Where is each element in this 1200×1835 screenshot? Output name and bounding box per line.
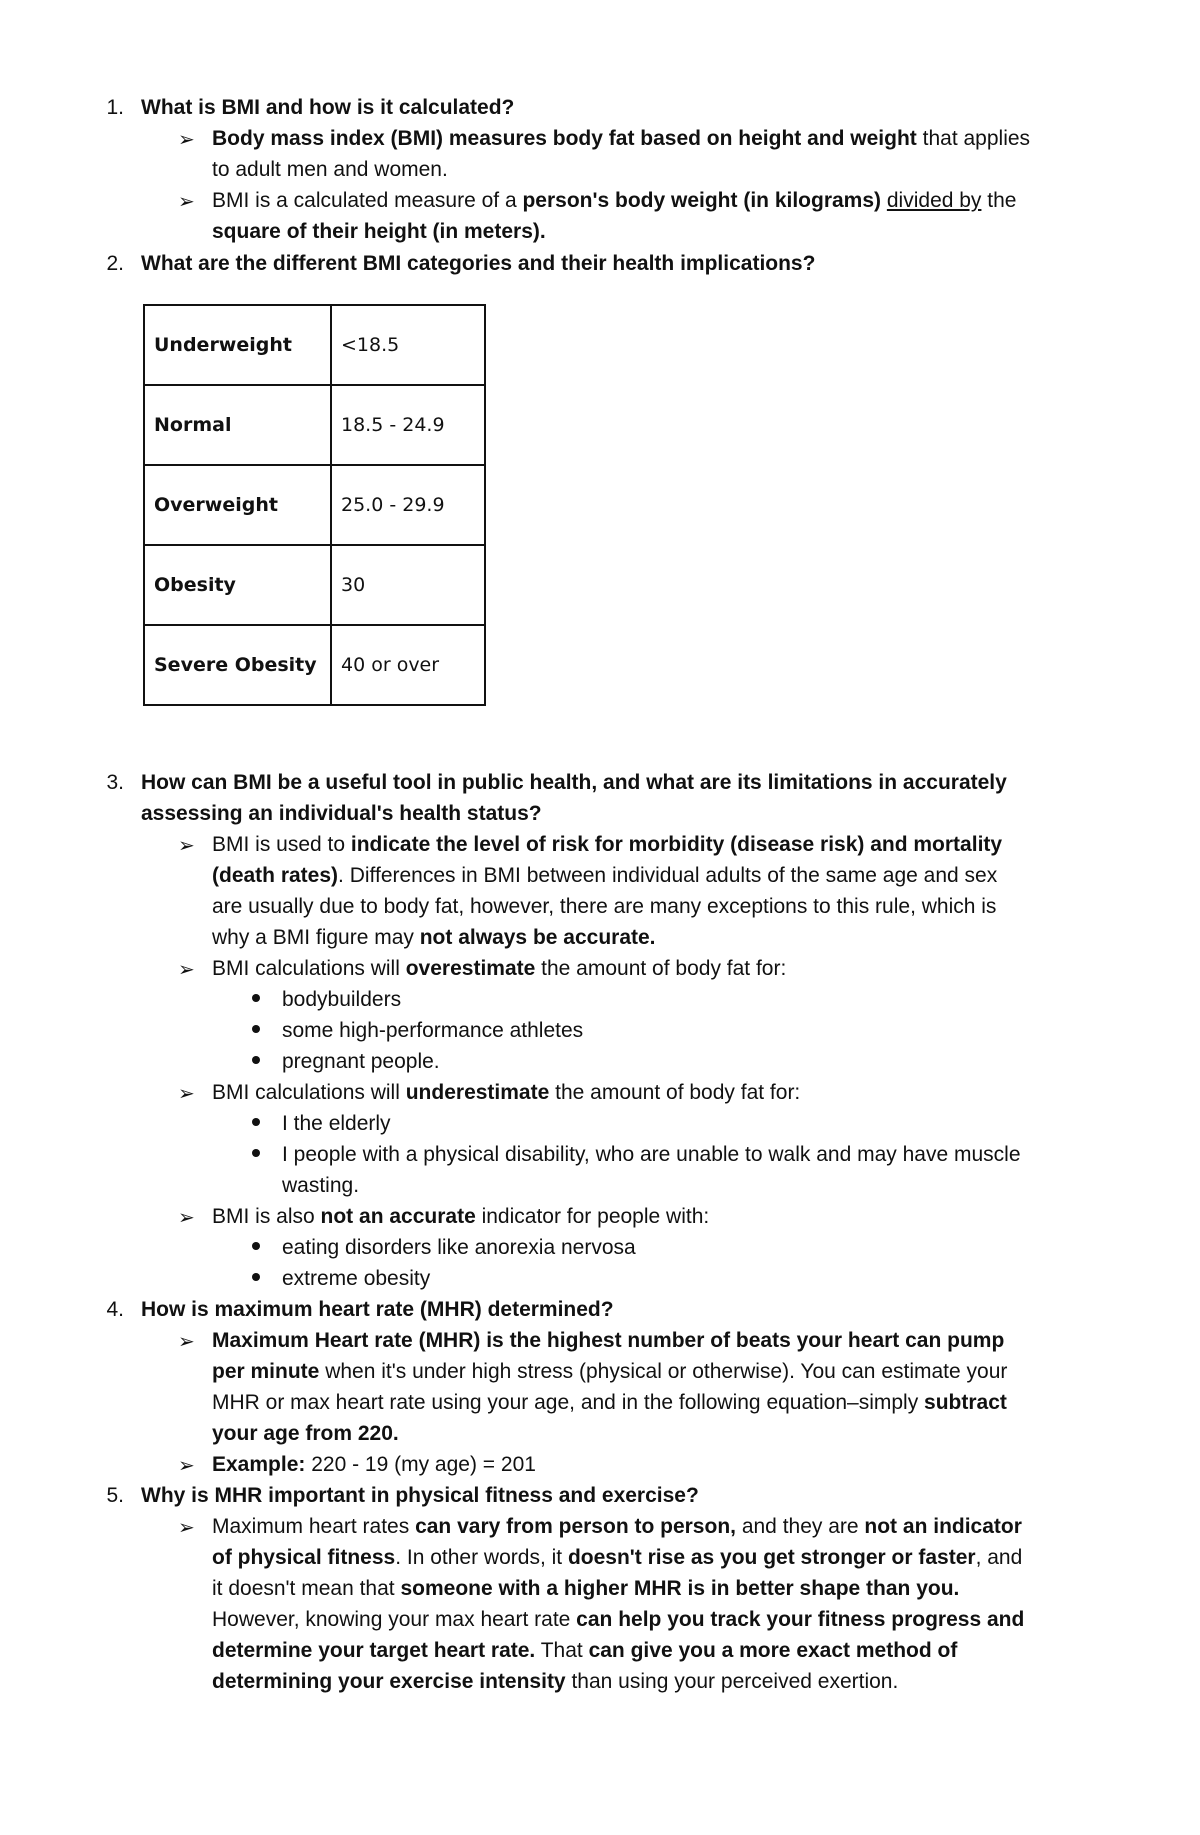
q3-question-cont: assessing an individual's health status? xyxy=(141,802,542,825)
bmi-categories-table xyxy=(143,304,486,706)
q5-paragraph-line: However, knowing your max heart rate can help you track your fitness progress and xyxy=(212,1608,1025,1631)
q3-number: 3. xyxy=(106,771,124,794)
q3-bullet-2: BMI calculations will overestimate the amount of body fat for: xyxy=(212,957,787,980)
q4-bullet-1-cont: your age from 220. xyxy=(212,1422,399,1445)
dot-bullet-icon xyxy=(252,1273,260,1281)
arrow-bullet-icon: ➢ xyxy=(178,1329,195,1353)
q5-paragraph-line: it doesn't mean that someone with a higher MHR is in better shape than you. xyxy=(212,1577,960,1600)
q3-bullet-3: BMI calculations will underestimate the amount of body fat for: xyxy=(212,1081,801,1104)
q3-bullet-1-cont: are usually due to body fat, however, there are many exceptions to this rule, which is xyxy=(212,895,997,918)
list-item: some high-performance athletes xyxy=(282,1019,584,1042)
category-cell: Obesity xyxy=(144,545,331,625)
category-cell: Severe Obesity xyxy=(144,625,331,705)
q5-number: 5. xyxy=(106,1484,124,1507)
q1-bullet-2: BMI is a calculated measure of a person's body weight (in kilograms) divided by the xyxy=(212,189,1017,212)
q3-bullet-4: BMI is also not an accurate indicator for people with: xyxy=(212,1205,710,1228)
range-cell: 25.0 - 29.9 xyxy=(331,465,485,545)
dot-bullet-icon xyxy=(252,1056,260,1064)
q3-bullet-1: BMI is used to indicate the level of risk for morbidity (disease risk) and mortality xyxy=(212,833,1003,856)
q1-question: What is BMI and how is it calculated? xyxy=(141,96,515,119)
arrow-bullet-icon: ➢ xyxy=(178,1081,195,1105)
arrow-bullet-icon: ➢ xyxy=(178,127,195,151)
q4-bullet-1-cont: MHR or max heart rate using your age, and in the following equation–simply subtract xyxy=(212,1391,1007,1414)
dot-bullet-icon xyxy=(252,1242,260,1250)
range-cell: 40 or over xyxy=(331,625,485,705)
arrow-bullet-icon: ➢ xyxy=(178,1453,195,1477)
category-cell: Normal xyxy=(144,385,331,465)
q5-paragraph-line: determining your exercise intensity than using your perceived exertion. xyxy=(212,1670,899,1693)
q1-bullet-2-cont: square of their height (in meters). xyxy=(212,220,546,243)
table-row xyxy=(144,625,485,705)
arrow-bullet-icon: ➢ xyxy=(178,1515,195,1539)
list-item: I people with a physical disability, who are unable to walk and may have muscle xyxy=(282,1143,1021,1166)
arrow-bullet-icon: ➢ xyxy=(178,1205,195,1229)
dot-bullet-icon xyxy=(252,1025,260,1033)
list-item: I the elderly xyxy=(282,1112,391,1135)
q4-bullet-1: Maximum Heart rate (MHR) is the highest number of beats your heart can pump xyxy=(212,1329,1005,1352)
q5-question: Why is MHR important in physical fitness and exercise? xyxy=(141,1484,699,1507)
arrow-bullet-icon: ➢ xyxy=(178,957,195,981)
dot-bullet-icon xyxy=(252,994,260,1002)
list-item: eating disorders like anorexia nervosa xyxy=(282,1236,636,1259)
range-cell: 30 xyxy=(331,545,485,625)
range-cell: 18.5 - 24.9 xyxy=(331,385,485,465)
q3-bullet-1-cont: why a BMI figure may not always be accurate. xyxy=(212,926,656,949)
q2-question: What are the different BMI categories and their health implications? xyxy=(141,252,816,275)
list-item-cont: wasting. xyxy=(282,1174,360,1197)
q5-paragraph-line: of physical fitness. In other words, it doesn't rise as you get stronger or faster, and xyxy=(212,1546,1023,1569)
category-cell: Overweight xyxy=(144,465,331,545)
table-row xyxy=(144,545,485,625)
list-item: pregnant people. xyxy=(282,1050,440,1073)
list-item: bodybuilders xyxy=(282,988,402,1011)
list-item: extreme obesity xyxy=(282,1267,431,1290)
q3-question: How can BMI be a useful tool in public health, and what are its limitations in accurately xyxy=(141,771,1007,794)
arrow-bullet-icon: ➢ xyxy=(178,189,195,213)
dot-bullet-icon xyxy=(252,1149,260,1157)
q4-bullet-2: Example: 220 - 19 (my age) = 201 xyxy=(212,1453,536,1476)
table-row xyxy=(144,385,485,465)
category-cell: Underweight xyxy=(144,305,331,385)
q1-number: 1. xyxy=(106,96,124,119)
q5-paragraph-line: determine your target heart rate. That can give you a more exact method of xyxy=(212,1639,958,1662)
q1-bullet-1: Body mass index (BMI) measures body fat based on height and weight that applies xyxy=(212,127,1031,150)
q5-paragraph-line: Maximum heart rates can vary from person to person, and they are not an indicator xyxy=(212,1515,1022,1538)
table-row xyxy=(144,465,485,545)
arrow-bullet-icon: ➢ xyxy=(178,833,195,857)
q4-question: How is maximum heart rate (MHR) determined? xyxy=(141,1298,614,1321)
q4-bullet-1-cont: per minute when it's under high stress (physical or otherwise). You can estimate your xyxy=(212,1360,1008,1383)
q4-number: 4. xyxy=(106,1298,124,1321)
table-row xyxy=(144,305,485,385)
range-cell: <18.5 xyxy=(331,305,485,385)
q1-bullet-1-cont: to adult men and women. xyxy=(212,158,448,181)
dot-bullet-icon xyxy=(252,1118,260,1126)
q2-number: 2. xyxy=(106,252,124,275)
q3-bullet-1-cont: (death rates). Differences in BMI between individual adults of the same age and sex xyxy=(212,864,998,887)
